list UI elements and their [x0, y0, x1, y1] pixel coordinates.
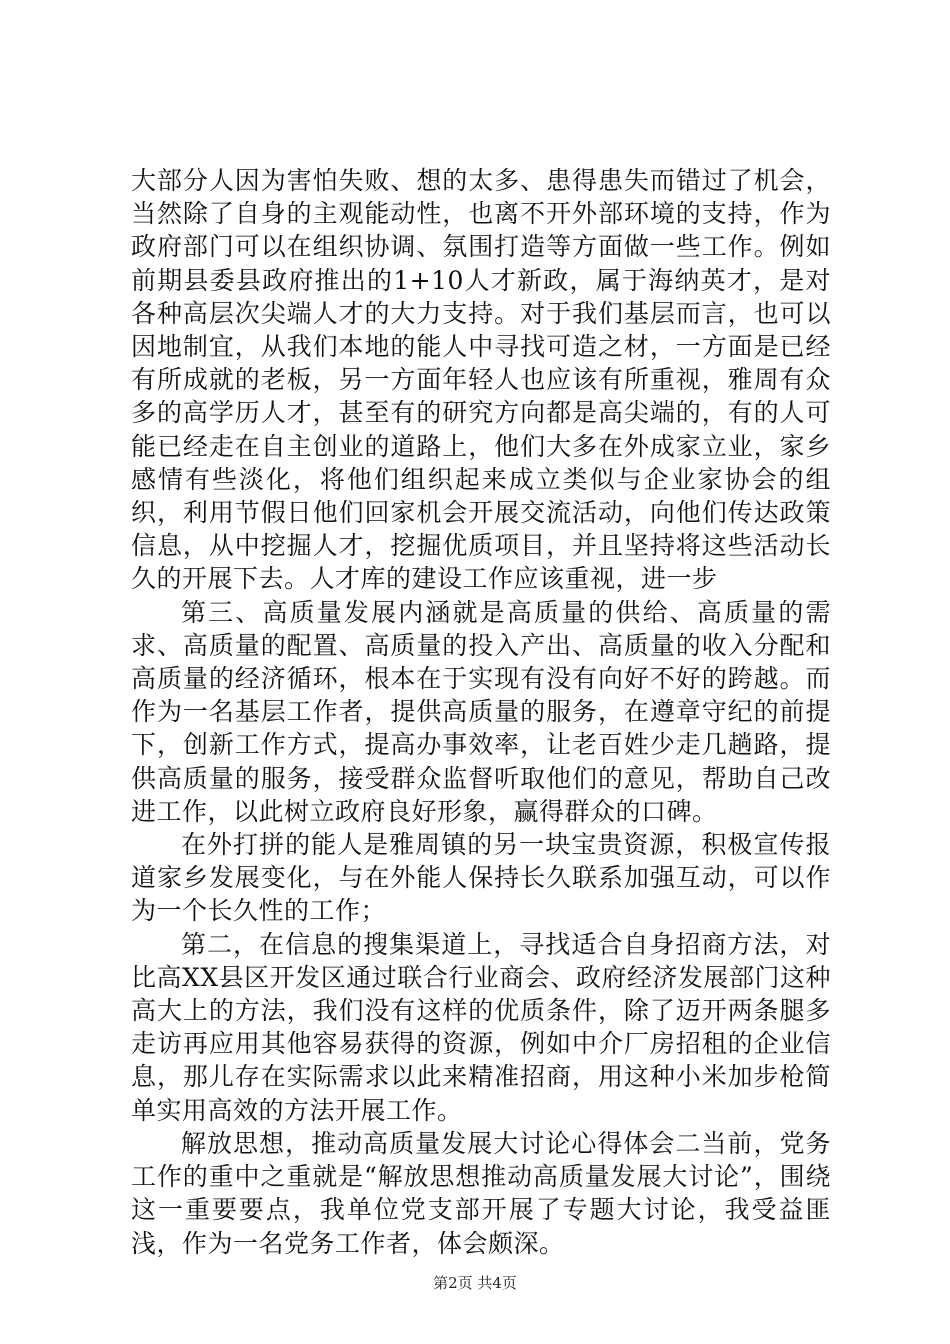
paragraph-2: 第三、高质量发展内涵就是高质量的供给、高质量的需求、高质量的配置、高质量的投入产出、高质量的收入分配和高质量的经济循环，根本在于实现有没有向好不好的跨越。而作为一名基层工作者，提供高质量的服务，在遵章守纪的前提下，创新工作方式，提高办事效率，让老百姓少走几趟路，提供高质量的服务，接受群众监督听取他们的意见，帮助自己改进工作，以此树立政府良好形象，赢得群众的口碑。 [131, 597, 831, 826]
document-body [131, 164, 831, 1260]
paragraph-4: 第二，在信息的搜集渠道上，寻找适合自身招商方法，对比高XX县区开发区通过联合行业商会、政府经济发展部门这种高大上的方法，我们没有这样的优质条件，除了迈开两条腿多走访再应用其他容易获得的资源，例如中介厂房招租的企业信息，那儿存在实际需求以此来精准招商，用这种小米加步枪简单实用高效的方法开展工作。 [131, 929, 831, 1125]
paragraph-3: 在外打拼的能人是雅周镇的另一块宝贵资源，积极宣传报道家乡发展变化，与在外能人保持长久联系加强互动，可以作为一个长久性的工作； [131, 830, 831, 926]
paragraph-5: 解放思想，推动高质量发展大讨论心得体会二当前，党务工作的重中之重就是“解放思想推动高质量发展大讨论”，围绕这一重要要点，我单位党支部开展了专题大讨论，我受益匪浅，作为一名党务工作者，体会颇深。 [131, 1128, 831, 1258]
paragraph-1: 大部分人因为害怕失败、想的太多、患得患失而错过了机会，当然除了自身的主观能动性，也离不开外部环境的支持，作为政府部门可以在组织协调、氛围打造等方面做一些工作。例如前期县委县政府推出的1+10人才新政，属于海纳英才，是对各种高层次尖端人才的大力支持。对于我们基层而言，也可以因地制宜，从我们本地的能人中寻找可造之材，一方面是已经有所成就的老板，另一方面年轻人也应该有所重视，雅周有众多的高学历人才，甚至有的研究方向都是高尖端的，有的人可能已经走在自主创业的道路上，他们大多在外成家立业，家乡感情有些淡化，将他们组织起来成立类似与企业家协会的组织，利用节假日他们回家机会开展交流活动，向他们传达政策信息，从中挖掘人才，挖掘优质项目，并且坚持将这些活动长久的开展下去。人才库的建设工作应该重视，进一步 [131, 166, 831, 594]
page-footer: 第2页 共4页 [433, 1274, 517, 1292]
